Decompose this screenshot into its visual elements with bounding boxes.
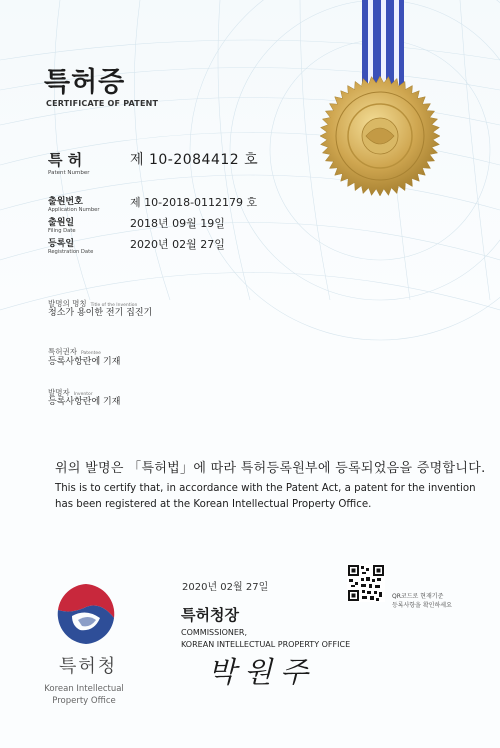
patent-number: 제 10-2084412 호 [130,152,259,168]
field-label: 출원번호 [48,197,83,207]
certificate-title-en: CERTIFICATE OF PATENT [46,99,159,108]
ribbon [362,0,404,92]
field-label: 등록일 [48,239,75,249]
kipo-logo-icon [50,578,122,650]
patent-label-en: Patent Number [48,170,90,176]
office-name-ko: 특허청 [59,656,118,677]
certificate-title: 특허증 [44,67,126,98]
office-name-en-line1: Korean Intellectual [44,684,124,694]
patent-label: 특 허 [48,151,83,169]
section-label: 특허권자 [48,347,77,356]
certification-statement-en-line2: has been registered at the Korean Intellectual Property Office. [55,499,372,510]
filing-date-row [48,215,76,234]
registration-date-row [48,236,93,255]
section-label-en: Title of the Invention [90,303,138,308]
commissioner-en-line1: COMMISSIONER, [181,628,247,637]
signature: 박원주 [208,655,317,689]
field-label-en: Registration Date [48,249,94,255]
commissioner-en-line2: KOREAN INTELLECTUAL PROPERTY OFFICE [181,640,351,649]
qr-instruction-line1: QR코드로 현재기준 [392,593,444,600]
qr-code-icon[interactable] [347,564,385,602]
certification-statement-en-line1: This is to certify that, in accordance with the Patent Act, a patent for the invention [55,483,476,494]
application-number-value: 제 10-2018-0112179 호 [130,196,258,209]
issue-date: 2020년 02월 27일 [182,582,269,593]
patentee-value: 등록사항란에 기재 [48,357,121,367]
invention-title-value: 청소가 용이한 전기 집진기 [48,308,153,318]
office-name-en-line2: Property Office [52,696,116,706]
registration-date-value: 2020년 02월 27일 [130,238,225,251]
section-label-en: Patentee [80,351,101,356]
commissioner-title: 특허청장 [181,606,239,624]
section-label: 발명의 명칭 [48,299,87,308]
section-label: 발명자 [48,388,70,397]
qr-instruction-line2: 등록사항을 확인하세요 [392,602,452,609]
field-label-en: Application Number [48,207,100,213]
section-label-en: Inventor [73,392,93,397]
field-label: 출원일 [48,218,75,228]
certification-statement-ko: 위의 발명은 「특허법」에 따라 특허등록원부에 등록되었음을 증명합니다. [55,461,486,476]
filing-date-value: 2018년 09월 19일 [130,217,225,230]
application-number-row [48,194,99,213]
field-label-en: Filing Date [48,228,76,234]
qr-instruction [392,592,452,610]
inventor-value: 등록사항란에 기재 [48,397,121,407]
